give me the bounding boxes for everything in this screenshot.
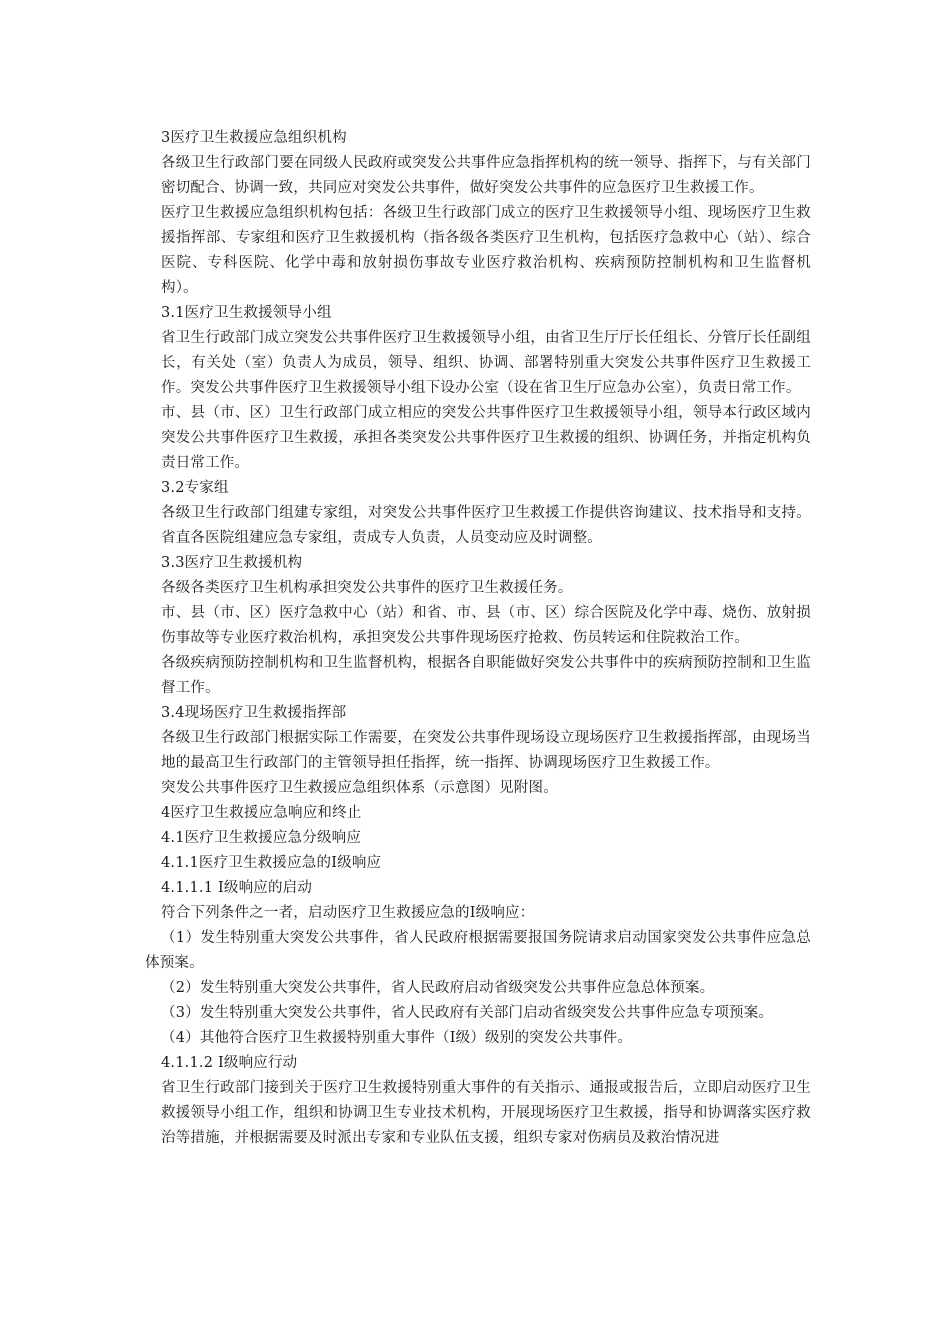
body-paragraph: 省卫生行政部门成立突发公共事件医疗卫生救援领导小组，由省卫生厅厅长任组长、分管厅长任副组长，有关处（室）负责人为成员，领导、组织、协调、部署特别重大突发公共事件医疗卫生救援工作。突发公共事件医疗卫生救援领导小组下设办公室（设在省卫生厅应急办公室），负责日常工作。 [161,330,811,396]
list-item: （2）发生特别重大突发公共事件，省人民政府启动省级突发公共事件应急总体预案。 [161,980,715,996]
section-heading: 4.1医疗卫生救援应急分级响应 [161,830,362,846]
body-paragraph: 省卫生行政部门接到关于医疗卫生救援特别重大事件的有关指示、通报或报告后，立即启动医疗卫生救援领导小组工作，组织和协调卫生专业技术机构，开展现场医疗卫生救援，指导和协调落实医疗救治等措施，并根据需要及时派出专家和专业队伍支援，组织专家对伤病员及救治情况进 [161,1080,811,1146]
section-heading: 4.1.1.2 Ⅰ级响应行动 [161,1055,298,1071]
list-item: （4）其他符合医疗卫生救援特别重大事件（Ⅰ级）级别的突发公共事件。 [161,1030,633,1046]
section-heading: 4.1.1.1 Ⅰ级响应的启动 [161,880,313,896]
section-heading: 4医疗卫生救援应急响应和终止 [161,805,362,821]
section-heading: 3医疗卫生救援应急组织机构 [161,130,347,146]
body-paragraph: 各级卫生行政部门要在同级人民政府或突发公共事件应急指挥机构的统一领导、指挥下，与有关部门密切配合、协调一致，共同应对突发公共事件，做好突发公共事件的应急医疗卫生救援工作。 [161,155,811,196]
section-heading: 3.1医疗卫生救援领导小组 [161,305,332,321]
section-heading: 3.3医疗卫生救援机构 [161,555,303,571]
body-paragraph: 各级卫生行政部门组建专家组，对突发公共事件医疗卫生救援工作提供咨询建议、技术指导和支持。省直各医院组建应急专家组，责成专人负责，人员变动应及时调整。 [161,505,811,546]
section-heading: 3.4现场医疗卫生救援指挥部 [161,705,347,721]
body-paragraph: 各级各类医疗卫生机构承担突发公共事件的医疗卫生救援任务。 [161,580,573,596]
body-paragraph: 突发公共事件医疗卫生救援应急组织体系（示意图）见附图。 [161,780,558,796]
body-paragraph: 各级疾病预防控制机构和卫生监督机构，根据各自职能做好突发公共事件中的疾病预防控制和卫生监督工作。 [161,655,811,696]
body-paragraph: 市、县（市、区）医疗急救中心（站）和省、市、县（市、区）综合医院及化学中毒、烧伤、放射损伤事故等专业医疗救治机构，承担突发公共事件现场医疗抢救、伤员转运和住院救治工作。 [161,605,811,646]
section-heading: 3.2专家组 [161,480,229,496]
body-paragraph: 市、县（市、区）卫生行政部门成立相应的突发公共事件医疗卫生救援领导小组，领导本行政区域内突发公共事件医疗卫生救援，承担各类突发公共事件医疗卫生救援的组织、协调任务，并指定机构负责日常工作。 [161,405,811,471]
list-item: （3）发生特别重大突发公共事件，省人民政府有关部门启动省级突发公共事件应急专项预案。 [161,1005,774,1021]
body-paragraph: 医疗卫生救援应急组织机构包括：各级卫生行政部门成立的医疗卫生救援领导小组、现场医疗卫生救援指挥部、专家组和医疗卫生救援机构（指各级各类医疗卫生机构，包括医疗急救中心（站）、综合医院、专科医院、化学中毒和放射损伤事故专业医疗救治机构、疾病预防控制机构和卫生监督机构）。 [161,205,811,296]
list-item: （1）发生特别重大突发公共事件，省人民政府根据需要报国务院请求启动国家突发公共事件应急总体预案。 [145,930,811,971]
section-heading: 4.1.1医疗卫生救援应急的Ⅰ级响应 [161,855,382,871]
body-paragraph: 符合下列条件之一者，启动医疗卫生救援应急的Ⅰ级响应： [161,905,535,921]
body-paragraph: 各级卫生行政部门根据实际工作需要，在突发公共事件现场设立现场医疗卫生救援指挥部，由现场当地的最高卫生行政部门的主管领导担任指挥，统一指挥、协调现场医疗卫生救援工作。 [161,730,811,771]
document-page [145,126,811,1151]
